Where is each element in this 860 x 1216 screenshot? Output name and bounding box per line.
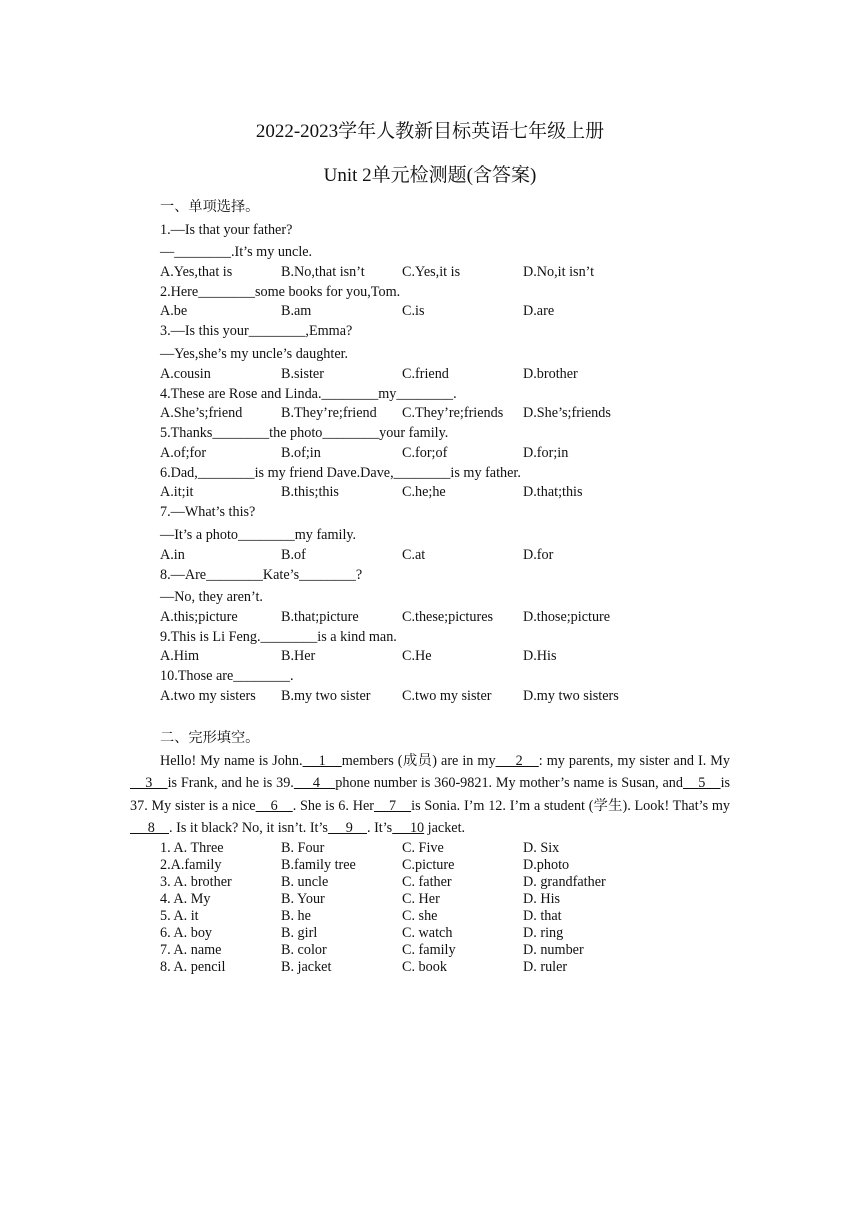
section-heading-cloze: 二、完形填空。: [160, 729, 260, 746]
blank-1: 1: [302, 752, 342, 769]
option-c: C. Five: [402, 839, 444, 856]
option-c: C.at: [402, 546, 426, 563]
option-b: B.that;picture: [281, 608, 359, 625]
passage-text: jacket.: [424, 820, 466, 837]
option-b: B.my two sister: [281, 687, 371, 704]
option-a: A.it;it: [160, 484, 194, 501]
question-1-stem: 1.—Is that your father?: [160, 221, 293, 238]
option-a: 8. A. pencil: [160, 958, 226, 975]
option-c: C.picture: [402, 856, 455, 873]
option-b: B.No,that isn’t: [281, 263, 365, 280]
option-d: D. Six: [523, 839, 560, 856]
option-d: D.for: [523, 546, 554, 563]
cloze-question-7-options: [0, 942, 860, 959]
question-3-stem: 3.—Is this your________,Emma?: [160, 323, 353, 340]
question-5-stem: 5.Thanks________the photo________your family.: [160, 425, 449, 442]
option-d: D.photo: [523, 856, 570, 873]
option-a: A.Yes,that is: [160, 263, 233, 280]
question-10-options: [0, 688, 860, 705]
section-spacer: [0, 705, 860, 727]
passage-text: . Is it black? No, it isn’t. It’s: [169, 820, 328, 837]
option-a: A.be: [160, 303, 188, 320]
option-d: D. ring: [523, 924, 564, 941]
question-2-stem: 2.Here________some books for you,Tom.: [160, 283, 401, 300]
blank-8: 8: [130, 820, 170, 837]
question-8-stem: 8.—Are________Kate’s________?: [160, 566, 363, 583]
blank-6: 6: [255, 797, 293, 814]
section-heading-single-choice: 一、单项选择。: [160, 199, 260, 215]
passage-text: . She is 6. Her: [292, 797, 374, 814]
question-8-response: —No, they aren’t.: [160, 589, 263, 606]
option-a: 3. A. brother: [160, 873, 232, 890]
question-7-stem: 7.—What’s this?: [160, 504, 256, 521]
option-d: D. that: [523, 907, 562, 924]
option-b: B.Her: [281, 648, 316, 665]
passage-text: : my parents, my sister and I. My: [538, 752, 731, 769]
option-b: B.am: [281, 303, 312, 320]
option-c: C.friend: [402, 365, 449, 382]
option-a: 7. A. name: [160, 941, 222, 958]
cloze-question-8-options: [0, 959, 860, 976]
option-d: D. grandfather: [523, 873, 606, 890]
cloze-question-6-options: [0, 925, 860, 942]
option-a: 2.A.family: [160, 856, 222, 873]
option-c: C. father: [402, 873, 452, 890]
passage-text: phone number is 360-9821. My mother’s name is Susan, and: [335, 775, 683, 792]
blank-7: 7: [373, 797, 412, 814]
question-2-options: [0, 303, 860, 320]
question-9-stem: 9.This is Li Feng.________is a kind man.: [160, 628, 397, 645]
option-d: D.She’s;friends: [523, 405, 611, 422]
option-a: A.cousin: [160, 365, 211, 382]
passage-text: Hello! My name is John.: [160, 752, 303, 769]
question-4-stem: 4.These are Rose and Linda.________my________.: [160, 385, 457, 402]
option-d: D.are: [523, 303, 555, 320]
option-b: B. he: [281, 907, 311, 924]
option-d: D.No,it isn’t: [523, 263, 595, 280]
option-b: B.They’re;friend: [281, 405, 377, 422]
question-1-options: [0, 264, 860, 281]
option-d: D. ruler: [523, 958, 568, 975]
option-b: B. Your: [281, 890, 325, 907]
cloze-question-3-options: [0, 874, 860, 891]
option-b: B. uncle: [281, 873, 329, 890]
cloze-question-1-options: [0, 840, 860, 857]
option-b: B.of;in: [281, 444, 321, 461]
cloze-question-5-options: [0, 908, 860, 925]
option-a: A.two my sisters: [160, 687, 256, 704]
blank-10: 10: [392, 820, 425, 837]
option-c: C. book: [402, 958, 447, 975]
option-d: D.brother: [523, 365, 578, 382]
passage-text: is Frank, and he is 39.: [167, 775, 294, 792]
option-c: C.two my sister: [402, 687, 492, 704]
question-6-options: [0, 484, 860, 501]
option-b: B.this;this: [281, 484, 339, 501]
option-d: D.His: [523, 648, 557, 665]
option-a: A.She’s;friend: [160, 405, 243, 422]
passage-text: members (成员) are in my: [341, 752, 496, 769]
question-4-options: [0, 405, 860, 422]
question-8-options: [0, 609, 860, 626]
option-d: D.that;this: [523, 484, 583, 501]
option-b: B.sister: [281, 365, 324, 382]
passage-text: . It’s: [366, 820, 393, 837]
option-c: C. watch: [402, 924, 453, 941]
document-subtitle: Unit 2单元检测题(含答案): [323, 165, 537, 186]
option-d: D.for;in: [523, 444, 569, 461]
option-a: A.in: [160, 546, 185, 563]
option-c: C. she: [402, 907, 438, 924]
option-c: C.Yes,it is: [402, 263, 461, 280]
option-b: B. girl: [281, 924, 318, 941]
option-a: A.Him: [160, 648, 200, 665]
document-title: 2022-2023学年人教新目标英语七年级上册: [255, 121, 605, 142]
question-3-options: [0, 366, 860, 383]
blank-3: 3: [130, 775, 168, 792]
cloze-passage: [130, 750, 730, 840]
question-9-options: [0, 648, 860, 665]
question-6-stem: 6.Dad,________is my friend Dave.Dave,________is my father.: [160, 464, 521, 481]
option-a: 6. A. boy: [160, 924, 213, 941]
question-5-options: [0, 445, 860, 462]
option-c: C.He: [402, 648, 432, 665]
blank-5: 5: [682, 775, 721, 792]
option-b: B. jacket: [281, 958, 332, 975]
option-b: B. Four: [281, 839, 325, 856]
blank-4: 4: [293, 775, 336, 792]
option-a: 5. A. it: [160, 907, 199, 924]
option-a: 4. A. My: [160, 890, 211, 907]
cloze-question-4-options: [0, 891, 860, 908]
question-1-response: —________.It’s my uncle.: [160, 244, 313, 261]
option-c: C.these;pictures: [402, 608, 494, 625]
option-a: A.this;picture: [160, 608, 238, 625]
option-a: 1. A. Three: [160, 839, 224, 856]
option-a: A.of;for: [160, 444, 207, 461]
option-d: D.those;picture: [523, 608, 611, 625]
option-c: C.he;he: [402, 484, 446, 501]
option-d: D. His: [523, 890, 561, 907]
option-d: D. number: [523, 941, 584, 958]
question-7-options: [0, 547, 860, 564]
passage-text: is Sonia. I’m 12. I’m a student (学生). Look! That’s my: [411, 797, 731, 814]
blank-9: 9: [327, 820, 367, 837]
option-b: B.of: [281, 546, 306, 563]
cloze-question-2-options: [0, 857, 860, 874]
option-d: D.my two sisters: [523, 687, 619, 704]
question-10-stem: 10.Those are________.: [160, 668, 294, 685]
option-c: C. family: [402, 941, 456, 958]
option-c: C.for;of: [402, 444, 448, 461]
option-b: B. color: [281, 941, 327, 958]
question-3-response: —Yes,she’s my uncle’s daughter.: [160, 345, 349, 362]
option-c: C. Her: [402, 890, 440, 907]
option-b: B.family tree: [281, 856, 356, 873]
option-c: C.They’re;friends: [402, 405, 504, 422]
question-7-response: —It’s a photo________my family.: [160, 526, 357, 543]
blank-2: 2: [495, 752, 539, 769]
passage-text: is 37. My sister is a nice: [130, 775, 731, 814]
option-c: C.is: [402, 303, 425, 320]
document-body: [0, 196, 860, 976]
